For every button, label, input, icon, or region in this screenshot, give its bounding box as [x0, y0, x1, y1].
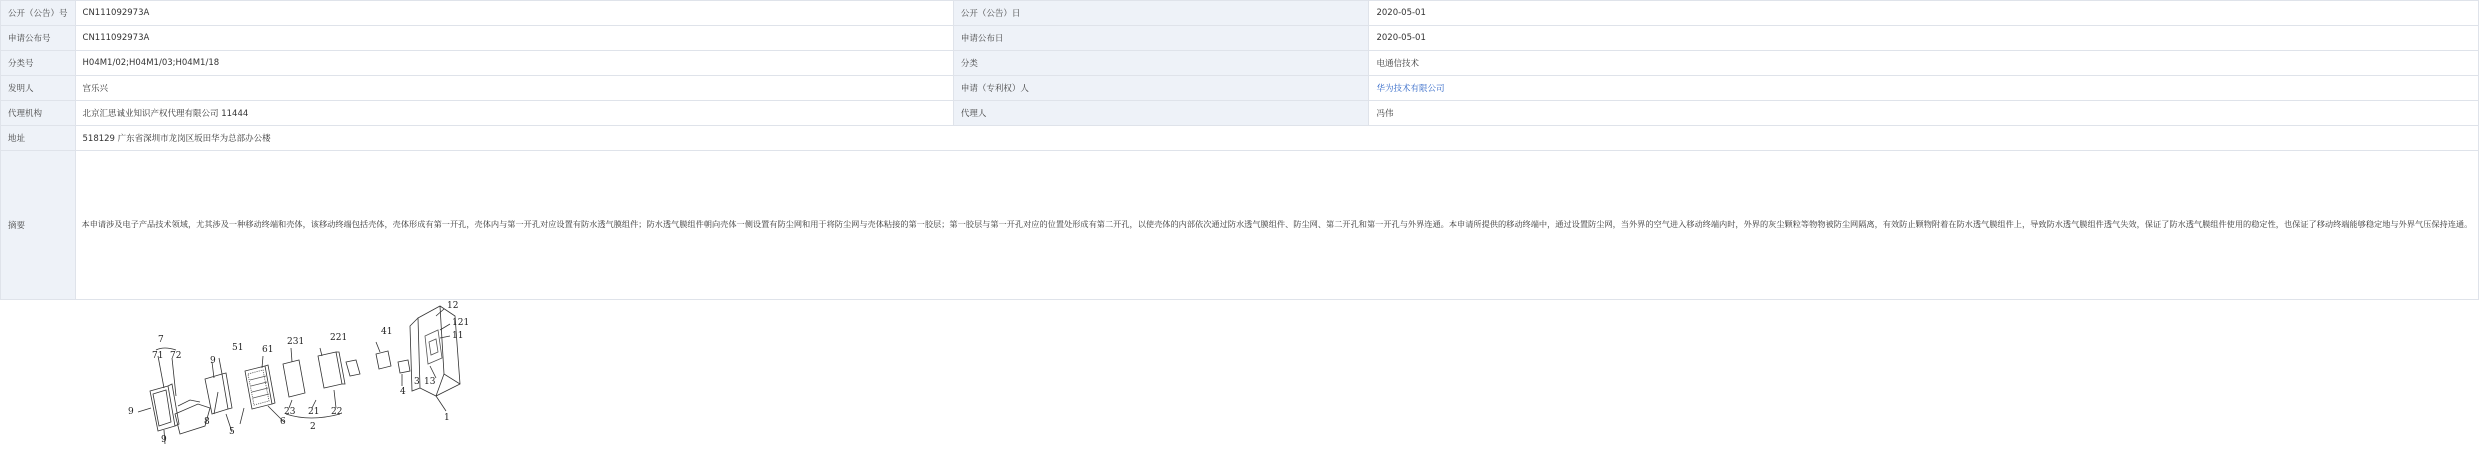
label-3: 3: [414, 377, 420, 387]
address-value: 518129 广东省深圳市龙岗区坂田华为总部办公楼: [75, 126, 2479, 151]
label-71: 71: [152, 351, 164, 361]
application-publication-number-value: CN111092973A: [75, 26, 953, 51]
part-7-cover-shape: [150, 386, 175, 431]
publication-date-value: 2020-05-01: [1369, 1, 2479, 26]
agency-value: 北京汇思诚业知识产权代理有限公司 11444: [75, 101, 953, 126]
label-21: 21: [308, 407, 320, 417]
application-publication-number-label: 申请公布号: [1, 26, 76, 51]
label-23: 23: [284, 407, 296, 417]
label-6: 6: [280, 417, 286, 427]
label-7: 7: [158, 335, 164, 345]
inventor-value: 宫乐兴: [75, 76, 953, 101]
label-5: 5: [229, 427, 235, 437]
agent-value: 冯伟: [1369, 101, 2479, 126]
inventor-label: 发明人: [1, 76, 76, 101]
publication-number-label: 公开（公告）号: [1, 1, 76, 26]
label-13: 13: [424, 377, 436, 387]
label-1: 1: [444, 413, 450, 423]
agent-label: 代理人: [953, 101, 1369, 126]
abstract-label: 摘要: [1, 151, 76, 300]
part-3-shape: [398, 360, 410, 373]
label-9-bottom: 9: [161, 435, 167, 445]
label-51: 51: [232, 343, 244, 353]
application-publication-date-value: 2020-05-01: [1369, 26, 2479, 51]
label-8: 8: [204, 417, 210, 427]
part-231-shape: [283, 360, 305, 397]
patent-drawing: [0, 296, 600, 449]
part-41-shape: [376, 351, 391, 369]
part-2-small-shape: [346, 360, 360, 376]
part-51-shape: [205, 374, 228, 414]
part-221-shape: [318, 352, 342, 388]
label-231: 231: [287, 337, 305, 347]
label-221: 221: [330, 333, 348, 343]
application-publication-date-label: 申请公布日: [953, 26, 1369, 51]
address-label: 地址: [1, 126, 76, 151]
classification-number-value: H04M1/02;H04M1/03;H04M1/18: [75, 51, 953, 76]
applicant-label: 申请（专利权）人: [953, 76, 1369, 101]
part-61-mesh-shape: [245, 366, 272, 409]
label-9-upper: 9: [210, 356, 216, 366]
label-41: 41: [381, 327, 393, 337]
label-22: 22: [331, 407, 343, 417]
label-11: 11: [452, 331, 464, 341]
label-9-left: 9: [128, 407, 134, 417]
publication-date-label: 公开（公告）日: [953, 1, 1369, 26]
label-61: 61: [262, 345, 274, 355]
classification-value: 电通信技术: [1369, 51, 2479, 76]
exploded-view-drawing: [0, 296, 600, 449]
label-4: 4: [400, 387, 406, 397]
classification-label: 分类: [953, 51, 1369, 76]
abstract-text: 本申请涉及电子产品技术领域，尤其涉及一种移动终端和壳体，该移动终端包括壳体，壳体形成有第一开孔，壳体内与第一开孔对应设置有防水透气膜组件；防水透气膜组件朝向壳体一侧设置有防尘网和用于将防尘网与壳体粘接的第一胶层；第一胶层与第一开孔对应的位置处形成有第二开孔，以使壳体的内部依次通过防水透气膜组件、防尘网、第二开孔和第一开孔与外界连通。本申请所提供的移动终端中，通过设置防尘网，当外界的空气进入移动终端内时，外界的灰尘颗粒等物物被防尘网隔离，有效防止颗物附着在防水透气膜组件上，导致防水透气膜组件透气失效，保证了防水透气膜组件使用的稳定性，也保证了移动终端能够稳定地与外界气压保持连通。: [75, 151, 2479, 300]
applicant-link[interactable]: 华为技术有限公司: [1376, 84, 1445, 94]
classification-number-label: 分类号: [1, 51, 76, 76]
label-2: 2: [310, 422, 316, 432]
label-121: 121: [452, 318, 470, 328]
label-12: 12: [447, 301, 459, 311]
publication-number-value: CN111092973A: [75, 1, 953, 26]
agency-label: 代理机构: [1, 101, 76, 126]
label-72: 72: [170, 351, 182, 361]
